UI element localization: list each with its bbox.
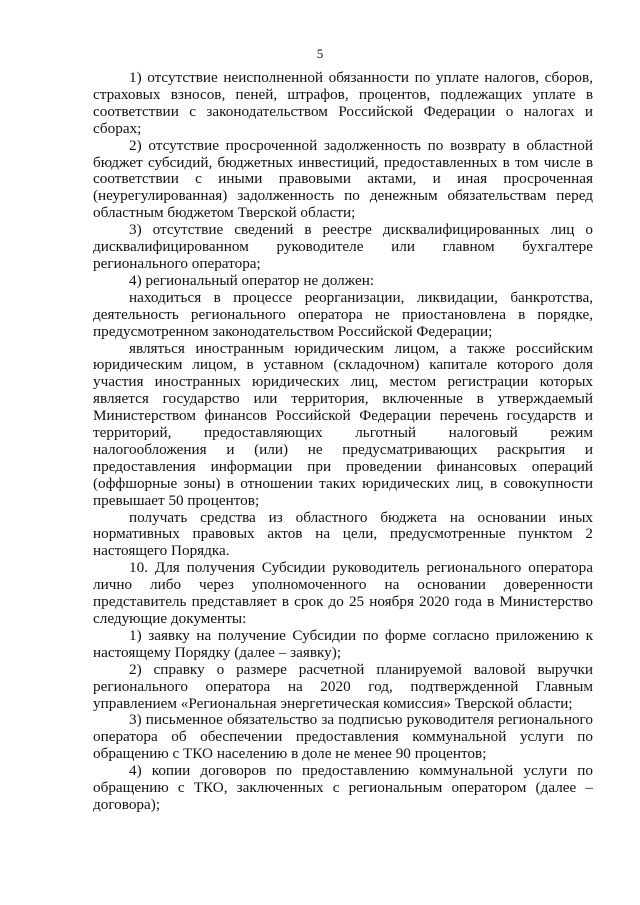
page-number: 5 [316, 46, 324, 61]
paragraph-condition-1: 1) отсутствие неисполненной обязанности по уплате налогов, сборов, страховых взносов, пеней, штрафов, процентов, подлежащих уплате в соответствии с законодательством Российской Федерации о налогах и сборах; [93, 69, 593, 137]
paragraph-condition-4: 4) региональный оператор не должен: [129, 271, 375, 289]
paragraph-condition-2: 2) отсутствие просроченной задолженность по возврату в областной бюджет субсидий, бюджетных инвестиций, предоставленных в том числе в соответствии с иными правовыми актами, и иная просроченная (неурегулированная) задолженность по денежным обязательствам перед областным бюджетом Тверской области; [93, 136, 593, 222]
paragraph-item-10: 10. Для получения Субсидии руководитель регионального оператора лично либо через уполномоченного на основании доверенности представитель представляет в срок до 25 ноября 2020 года в Министерство следующие документы: [93, 559, 593, 627]
document-body [93, 70, 593, 814]
paragraph-condition-3: 3) отсутствие сведений в реестре дисквалифицированных лиц о дисквалифицированном руководителе или главном бухгалтере регионального оператора; [93, 221, 593, 272]
paragraph-doc-4: 4) копии договоров по предоставлению коммунальной услуги по обращению с ТКО, заключенных с региональным оператором (далее – договора); [93, 762, 593, 813]
paragraph-other-funds: получать средства из областного бюджета на основании иных нормативных правовых актов на цели, предусмотренные пунктом 2 настоящего Порядка. [93, 508, 593, 560]
paragraph-doc-1: 1) заявку на получение Субсидии по форме согласно приложению к настоящему Порядку (далее – заявку); [93, 626, 593, 661]
paragraph-doc-3: 3) письменное обязательство за подписью руководителя регионального оператора об обеспечении предоставления коммунальной услуги по обращению с ТКО населению в доле не менее 90 процентов; [93, 711, 593, 763]
paragraph-foreign-entity: являться иностранным юридическим лицом, а также российским юридическим лицом, в уставном (складочном) капитале которого доля участия иностранных юридических лиц, местом регистрации которых является государство или территория, включенные в утверждаемый Министерством финансов Российской Федерации перечень государств и территорий, предоставляющих льготный налоговый режим налогообложения и (или) не предусматривающих раскрытия и предоставления информации при проведении финансовых операций (оффшорные зоны) в отношении таких юридических лиц, в совокупности превышает 50 процентов; [93, 339, 593, 509]
paragraph-reorganization: находиться в процессе реорганизации, ликвидации, банкротства, деятельность регионального оператора не приостановлена в порядке, предусмотренном законодательством Российской Федерации; [93, 288, 593, 340]
paragraph-doc-2: 2) справку о размере расчетной планируемой валовой выручки регионального оператора на 2020 год, подтвержденной Главным управлением «Региональная энергетическая комиссия» Тверской области; [93, 660, 593, 712]
